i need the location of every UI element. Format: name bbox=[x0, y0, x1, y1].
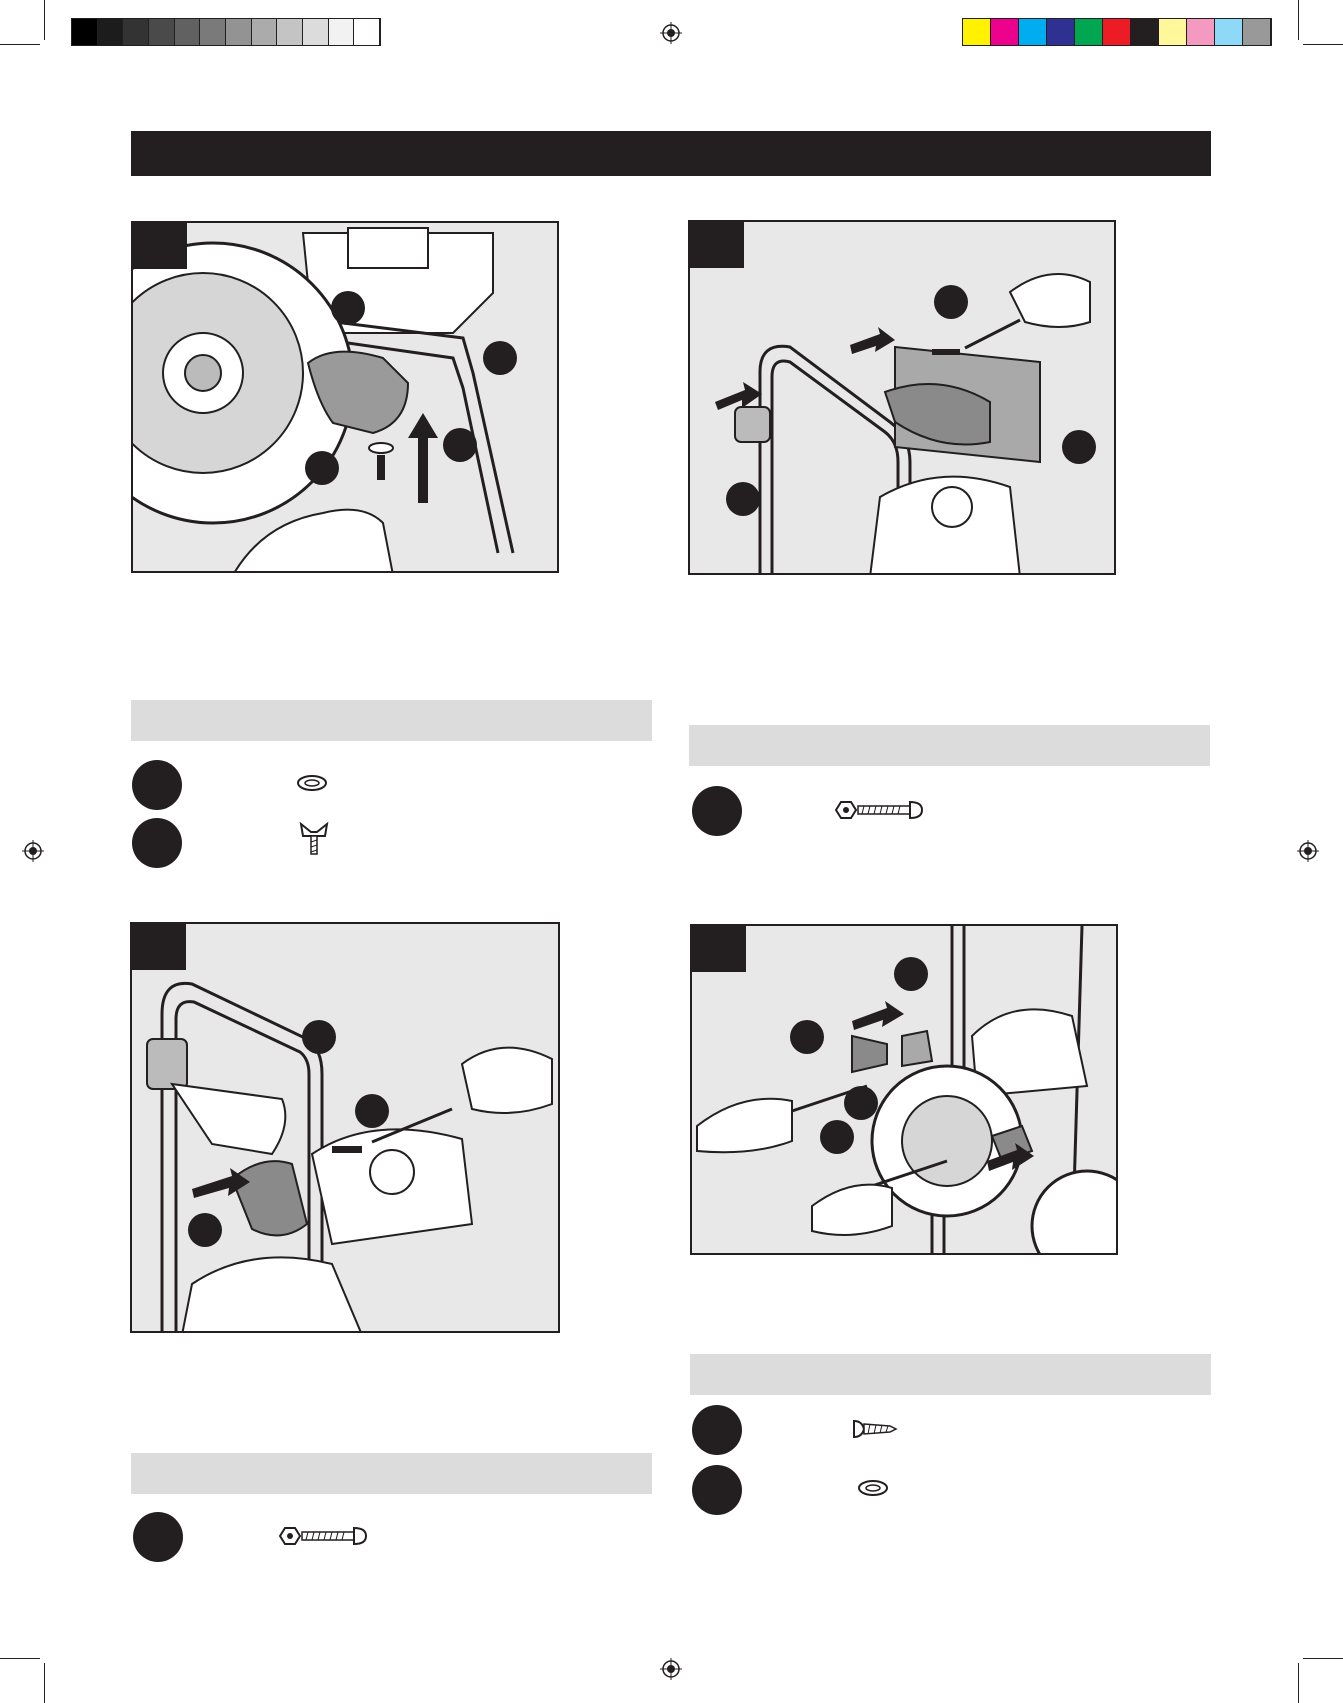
parts-header-bar bbox=[690, 1354, 1211, 1395]
section-header-bar bbox=[131, 131, 1211, 176]
part-marker bbox=[692, 786, 742, 836]
grayscale-swatch bbox=[329, 19, 355, 45]
parts-header-bar bbox=[689, 725, 1210, 766]
grayscale-swatch bbox=[277, 19, 303, 45]
grayscale-swatch bbox=[123, 19, 149, 45]
wing-bolt-icon bbox=[297, 820, 331, 858]
figure-handle-bracket-panel bbox=[688, 220, 1116, 575]
hex-nut-and-bolt-icon bbox=[832, 799, 924, 821]
figure-tab bbox=[133, 223, 187, 269]
grayscale-swatch bbox=[149, 19, 175, 45]
handle-bracket-illustration bbox=[690, 222, 1116, 575]
color-swatch bbox=[1159, 19, 1187, 45]
callout-marker bbox=[726, 482, 760, 516]
part-marker bbox=[132, 818, 182, 868]
callout-marker bbox=[443, 428, 477, 462]
part-marker bbox=[132, 760, 182, 810]
part-marker bbox=[133, 1512, 183, 1562]
figure-tab bbox=[690, 222, 744, 268]
color-swatch bbox=[991, 19, 1019, 45]
grayscale-swatch bbox=[175, 19, 201, 45]
color-swatch bbox=[1187, 19, 1215, 45]
part-marker bbox=[692, 1465, 742, 1515]
registration-mark-icon bbox=[1297, 840, 1319, 862]
hex-nut-and-bolt-icon bbox=[276, 1525, 368, 1547]
grayscale-swatch bbox=[226, 19, 252, 45]
callout-marker bbox=[305, 451, 339, 485]
color-swatch bbox=[1243, 19, 1271, 45]
grayscale-swatch bbox=[252, 19, 278, 45]
color-swatch bbox=[963, 19, 991, 45]
parts-header-bar bbox=[131, 700, 652, 741]
callout-marker bbox=[188, 1213, 222, 1247]
color-swatch bbox=[1075, 19, 1103, 45]
callout-marker bbox=[934, 285, 968, 319]
flat-washer-icon bbox=[296, 774, 328, 792]
registration-mark-icon bbox=[660, 22, 682, 44]
handle-install-illustration bbox=[132, 924, 560, 1333]
grayscale-swatch bbox=[72, 19, 98, 45]
registration-mark-icon bbox=[22, 840, 44, 862]
grayscale-swatch bbox=[98, 19, 124, 45]
color-bar bbox=[962, 18, 1272, 46]
callout-marker bbox=[1062, 430, 1096, 464]
grayscale-bar bbox=[71, 18, 381, 46]
color-swatch bbox=[1131, 19, 1159, 45]
figure-tab bbox=[132, 924, 186, 970]
figure-wheel-foot-bracket bbox=[131, 221, 559, 573]
color-swatch bbox=[1019, 19, 1047, 45]
pan-head-screw-icon bbox=[852, 1418, 898, 1440]
registration-mark-icon bbox=[660, 1658, 682, 1680]
figure-tab bbox=[692, 926, 746, 972]
callout-marker bbox=[894, 957, 928, 991]
callout-marker bbox=[483, 341, 517, 375]
callout-marker bbox=[331, 291, 365, 325]
part-marker bbox=[692, 1405, 742, 1455]
callout-marker bbox=[302, 1020, 336, 1054]
grayscale-swatch bbox=[303, 19, 329, 45]
callout-marker bbox=[820, 1120, 854, 1154]
parts-header-bar bbox=[131, 1453, 652, 1494]
grayscale-swatch bbox=[354, 19, 380, 45]
callout-marker bbox=[844, 1086, 878, 1120]
wheel-foot-illustration bbox=[133, 223, 559, 573]
color-swatch bbox=[1215, 19, 1243, 45]
color-swatch bbox=[1103, 19, 1131, 45]
flat-washer-icon bbox=[857, 1479, 889, 1497]
callout-marker bbox=[790, 1020, 824, 1054]
figure-handle-bracket-install bbox=[130, 922, 560, 1333]
color-swatch bbox=[1047, 19, 1075, 45]
figure-wheel-hub-cap bbox=[690, 924, 1118, 1255]
grayscale-swatch bbox=[200, 19, 226, 45]
callout-marker bbox=[355, 1094, 389, 1128]
